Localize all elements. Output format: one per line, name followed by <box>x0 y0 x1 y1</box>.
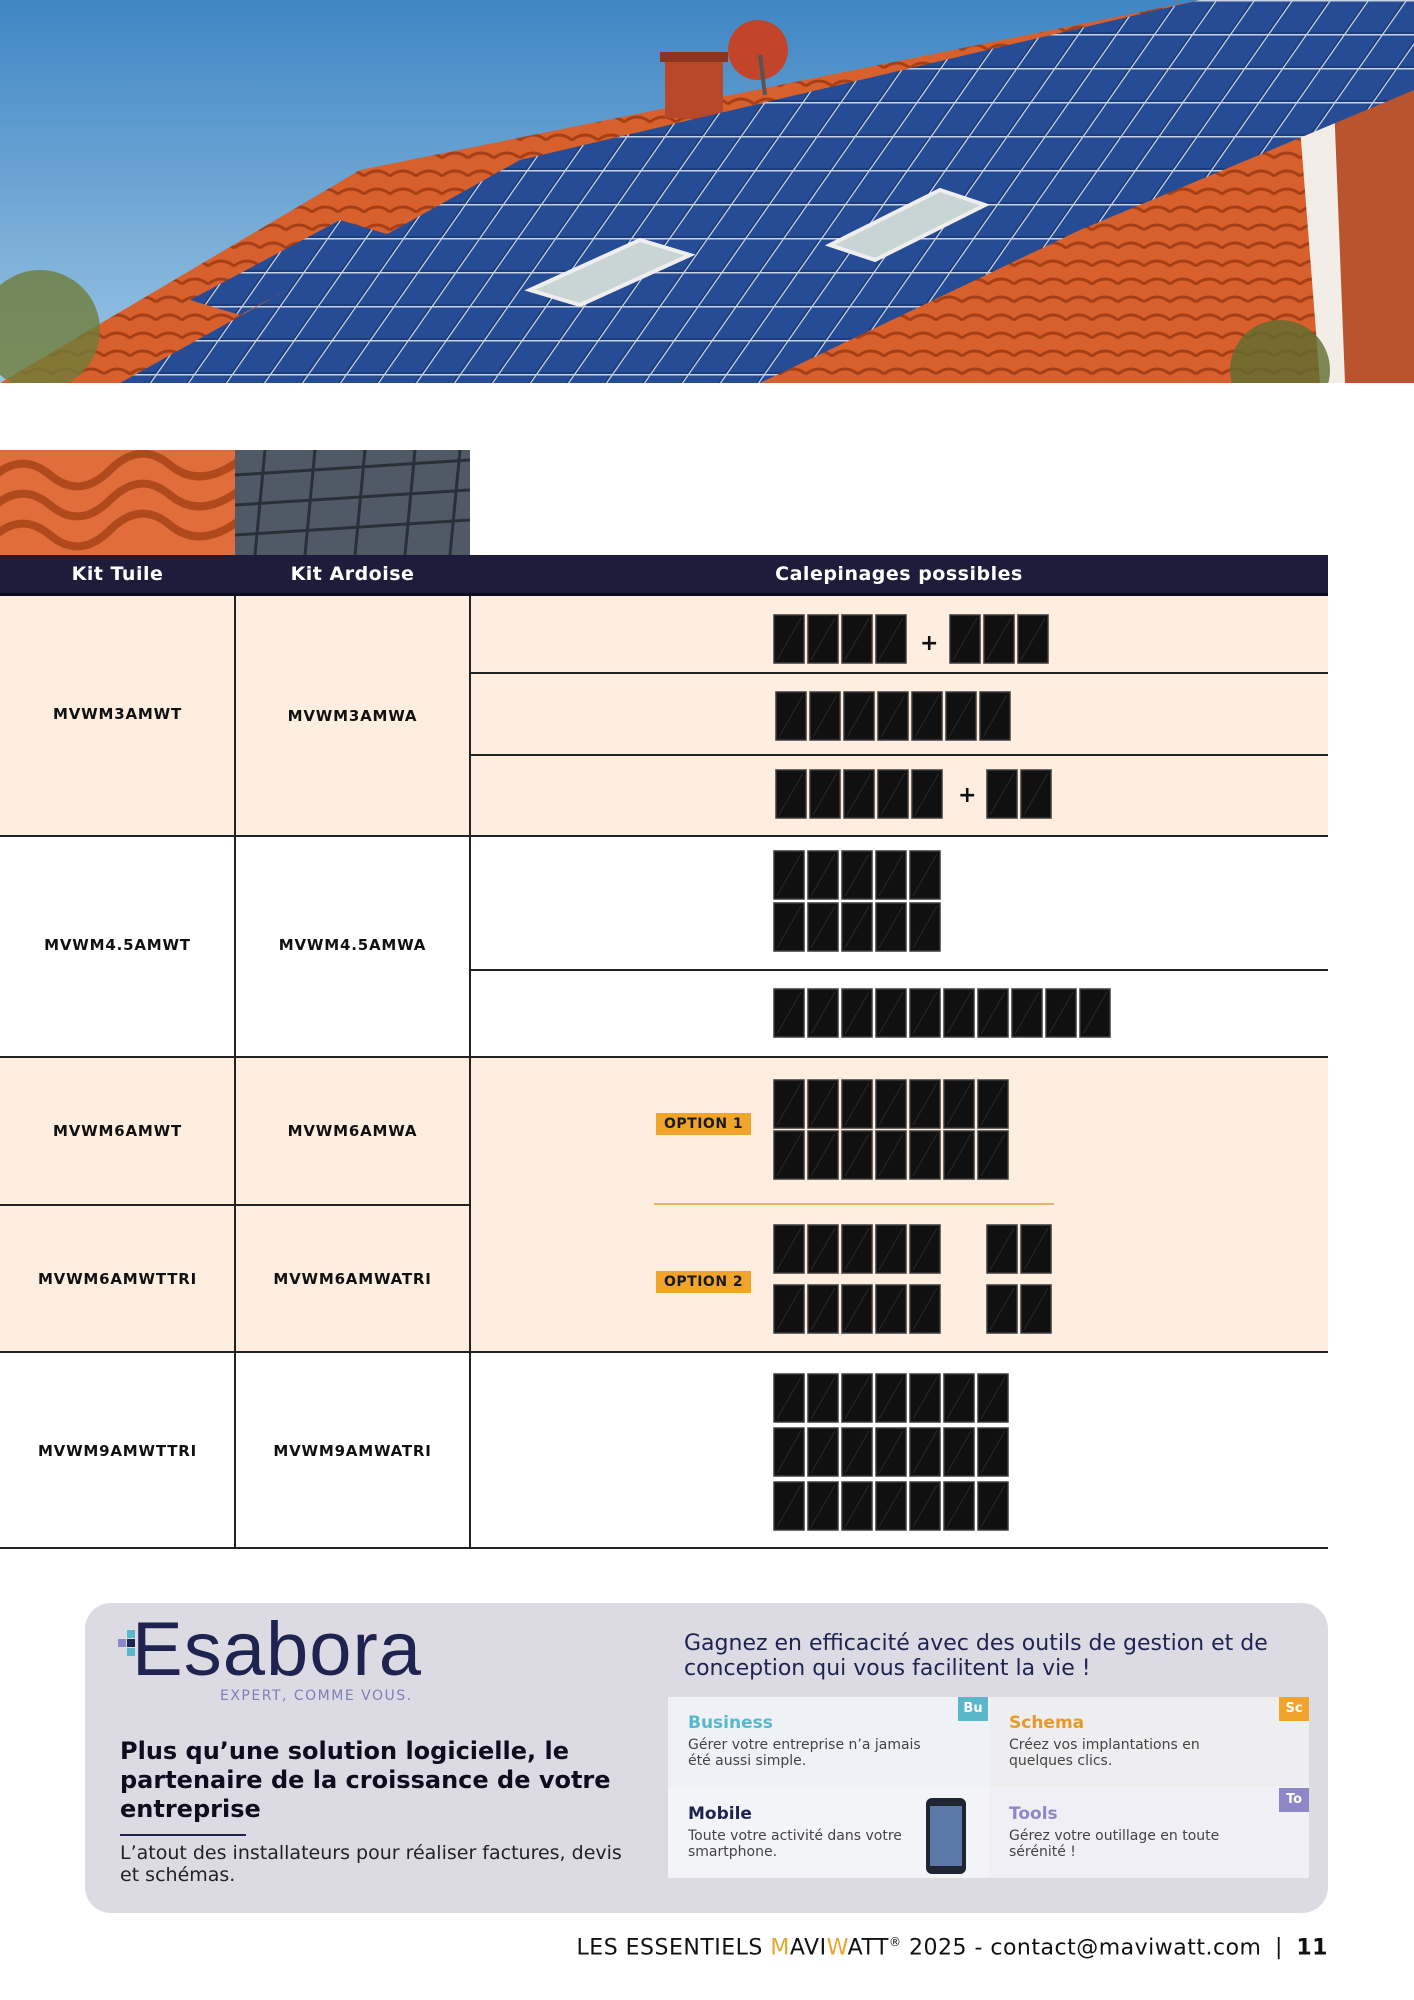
solar-panel-icon <box>1018 615 1048 663</box>
solar-panel-icon <box>978 989 1008 1037</box>
footer-separator: | <box>1274 1935 1283 1961</box>
solar-panel-icon <box>1012 989 1042 1037</box>
solar-panel-icon <box>944 1080 974 1128</box>
option-1-badge: OPTION 1 <box>656 1113 751 1135</box>
kit-tuile-code: MVWM9AMWTTRI <box>37 1442 198 1460</box>
solar-panel-icon <box>808 1482 838 1530</box>
solar-panel-icon <box>808 1428 838 1476</box>
solar-panel-icon <box>808 903 838 951</box>
solar-panel-icon <box>876 1131 906 1179</box>
kit-ardoise-code: MVWM3AMWA <box>287 707 418 725</box>
module-card-schema[interactable] <box>989 1697 1309 1787</box>
footer-brand-m: M <box>770 1935 790 1961</box>
solar-panel-icon <box>910 1374 940 1422</box>
solar-panel-icon <box>774 1285 804 1333</box>
kit-tuile-code: MVWM4.5AMWT <box>44 936 191 954</box>
promo-rule <box>120 1834 246 1836</box>
solar-panel-icon <box>876 1374 906 1422</box>
solar-panel-icon <box>842 1131 872 1179</box>
solar-panel-icon <box>876 1428 906 1476</box>
plus-sign: + <box>958 783 977 808</box>
solar-panel-icon <box>912 770 942 818</box>
solar-panel-icon <box>876 851 906 899</box>
solar-panel-icon <box>910 903 940 951</box>
solar-panel-icon <box>844 770 874 818</box>
header-kit-tuile: Kit Tuile <box>71 563 164 585</box>
solar-panel-icon <box>910 1285 940 1333</box>
esabora-logo-text: Esabora <box>132 1607 423 1692</box>
solar-panel-icon <box>808 851 838 899</box>
solar-panel-icon <box>944 1131 974 1179</box>
solar-panel-icon <box>808 1080 838 1128</box>
solar-panel-icon <box>774 1482 804 1530</box>
solar-panel-icon <box>876 1225 906 1273</box>
solar-panel-icon <box>978 1080 1008 1128</box>
solar-panel-icon <box>910 1482 940 1530</box>
solar-panel-icon <box>980 692 1010 740</box>
solar-panel-icon <box>842 851 872 899</box>
kit-ardoise-code: MVWM4.5AMWA <box>278 936 427 954</box>
module-card-business[interactable] <box>668 1697 988 1787</box>
solar-panel-icon <box>842 1482 872 1530</box>
solar-panel-icon <box>910 1225 940 1273</box>
solar-panel-icon <box>842 615 872 663</box>
esabora-tagline: EXPERT, COMME VOUS. <box>220 1688 413 1704</box>
option-2-badge: OPTION 2 <box>656 1271 751 1293</box>
kit-ardoise-code: MVWM9AMWATRI <box>273 1442 432 1460</box>
solar-panel-icon <box>978 1374 1008 1422</box>
solar-panel-icon <box>774 989 804 1037</box>
kit-tuile-code: MVWM6AMWTTRI <box>37 1270 198 1288</box>
solar-panel-icon <box>910 1080 940 1128</box>
solar-panel-icon <box>774 1131 804 1179</box>
solar-panel-icon <box>808 1285 838 1333</box>
solar-panel-icon <box>810 770 840 818</box>
module-badge: Sc <box>1279 1697 1309 1721</box>
module-desc: Gérer votre entreprise n’a jamais été aussi simple. <box>688 1737 921 1769</box>
solar-panel-icon <box>1046 989 1076 1037</box>
solar-panel-icon <box>944 1374 974 1422</box>
module-badge: To <box>1279 1788 1309 1812</box>
solar-panel-icon <box>842 1225 872 1273</box>
solar-panel-icon <box>946 692 976 740</box>
solar-panel-icon <box>876 1482 906 1530</box>
module-title: Mobile <box>688 1804 752 1824</box>
solar-panel-icon <box>910 1428 940 1476</box>
solar-panel-icon <box>842 1428 872 1476</box>
footer-brand-w: W <box>826 1935 848 1961</box>
solar-panel-icon <box>1021 770 1051 818</box>
esabora-modules <box>668 1697 1309 1877</box>
footer-brand-att: ATT <box>847 1935 889 1961</box>
solar-panel-icon <box>876 903 906 951</box>
solar-panel-icon <box>987 1285 1017 1333</box>
solar-panel-icon <box>876 1080 906 1128</box>
solar-panel-icon <box>987 770 1017 818</box>
footer-prefix: LES ESSENTIELS <box>576 1935 771 1961</box>
solar-panel-icon <box>1080 989 1110 1037</box>
page-number: 11 <box>1296 1935 1328 1961</box>
solar-panel-icon <box>978 1131 1008 1179</box>
solar-panel-icon <box>808 1374 838 1422</box>
solar-panel-icon <box>876 615 906 663</box>
header-calepinages: Calepinages possibles <box>775 563 1023 585</box>
kit-ardoise-code: MVWM6AMWA <box>287 1122 418 1140</box>
solar-panel-icon <box>978 1482 1008 1530</box>
module-title: Tools <box>1009 1804 1058 1824</box>
solar-panel-icon <box>878 692 908 740</box>
promo-headline: Plus qu’une solution logicielle, le partenaire de la croissance de votre entreprise <box>120 1737 611 1823</box>
footer-reg: ® <box>888 1935 902 1949</box>
solar-panel-icon <box>774 851 804 899</box>
footer-contact: 2025 - contact@maviwatt.com <box>901 1935 1262 1961</box>
solar-panel-icon <box>776 770 806 818</box>
solar-panel-icon <box>910 1131 940 1179</box>
solar-panel-icon <box>842 1285 872 1333</box>
plus-sign: + <box>920 631 939 656</box>
module-desc: Toute votre activité dans votre smartphone. <box>688 1828 902 1860</box>
module-badge: Bu <box>958 1697 988 1721</box>
solar-panel-icon <box>944 1482 974 1530</box>
kit-tuile-code: MVWM6AMWT <box>53 1122 182 1140</box>
solar-panel-icon <box>1021 1285 1051 1333</box>
solar-panel-icon <box>774 1225 804 1273</box>
solar-panel-icon <box>912 692 942 740</box>
solar-panel-icon <box>876 989 906 1037</box>
solar-panel-icon <box>774 1374 804 1422</box>
module-card-tools[interactable] <box>989 1788 1309 1878</box>
solar-panel-icon <box>944 989 974 1037</box>
solar-panel-icon <box>810 692 840 740</box>
header-kit-ardoise: Kit Ardoise <box>290 563 415 585</box>
solar-panel-icon <box>808 615 838 663</box>
module-card-mobile[interactable] <box>668 1788 988 1878</box>
solar-panel-icon <box>774 903 804 951</box>
promo-right-text: Gagnez en efficacité avec des outils de gestion et de conception qui vous facilitent la vie ! <box>684 1631 1268 1681</box>
solar-panel-icon <box>910 989 940 1037</box>
solar-panel-icon <box>844 692 874 740</box>
solar-panel-icon <box>944 1428 974 1476</box>
solar-panel-icon <box>910 851 940 899</box>
solar-panel-icon <box>774 615 804 663</box>
kit-tuile-code: MVWM3AMWT <box>53 705 182 723</box>
solar-panel-icon <box>774 1080 804 1128</box>
solar-panel-icon <box>808 989 838 1037</box>
solar-panel-icon <box>878 770 908 818</box>
solar-panel-icon <box>987 1225 1017 1273</box>
module-desc: Créez vos implantations en quelques clics. <box>1009 1737 1200 1769</box>
solar-panel-icon <box>842 989 872 1037</box>
module-desc: Gérez votre outillage en toute sérénité ! <box>1009 1828 1220 1860</box>
promo-subtext: L’atout des installateurs pour réaliser factures, devis et schémas. <box>120 1842 622 1886</box>
solar-panel-icon <box>842 1374 872 1422</box>
solar-panel-icon <box>1021 1225 1051 1273</box>
footer-brand-avi: AVI <box>789 1935 827 1961</box>
solar-panel-icon <box>776 692 806 740</box>
solar-panel-icon <box>842 1080 872 1128</box>
smartphone-icon <box>924 1796 968 1876</box>
module-title: Business <box>688 1713 773 1733</box>
solar-panel-icon <box>842 903 872 951</box>
module-title: Schema <box>1009 1713 1085 1733</box>
solar-panel-icon <box>774 1428 804 1476</box>
solar-panel-icon <box>984 615 1014 663</box>
solar-panel-icon <box>978 1428 1008 1476</box>
solar-panel-icon <box>950 615 980 663</box>
solar-panel-icon <box>808 1225 838 1273</box>
page-footer <box>577 1935 1328 1960</box>
kit-ardoise-code: MVWM6AMWATRI <box>273 1270 432 1288</box>
solar-panel-icon <box>876 1285 906 1333</box>
solar-panel-icon <box>808 1131 838 1179</box>
